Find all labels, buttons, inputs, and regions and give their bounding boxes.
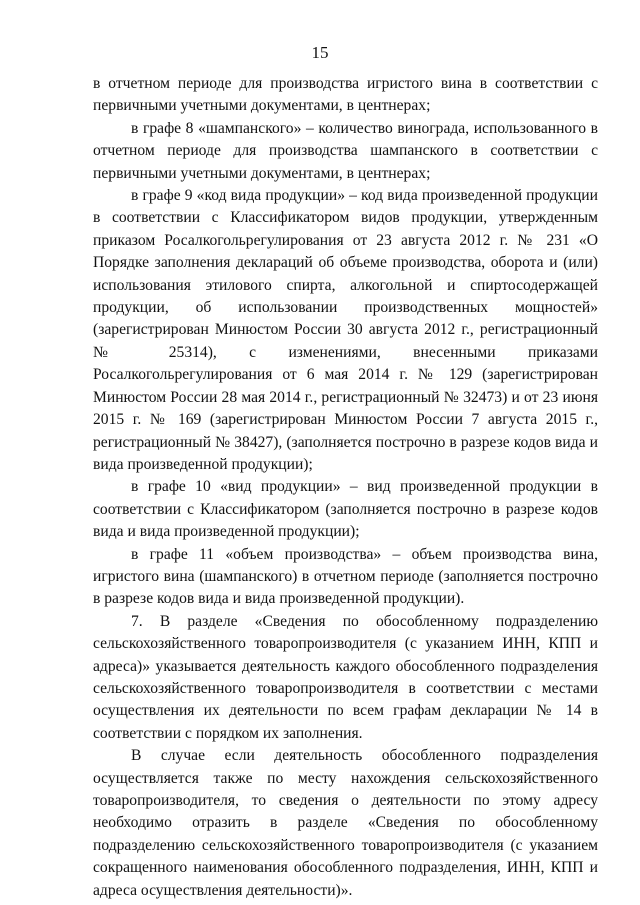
paragraph-continuation: в отчетном периоде для производства игристого вина в соответствии с первичными учетными документами, в центнерах; [93, 75, 598, 115]
paragraph-column-9: в графе 9 «код вида продукции» – код вида произведенной продукции в соответствии с Классификатором видов продукции, утвержденным приказом Росалкогольрегулирования от 23 августа 2012 г. № 231 «О Порядке заполнения деклараций об объеме производства, оборота и (или) использования этилового спирта, алкогольной и спиртосодержащей продукции, об использовании производственных мощностей» (зарегистрирован Минюстом России 30 августа 2012 г., регистрационный № 25314), с изменениями, внесенными приказами Росалкогольрегулирования от 6 мая 2014 г. № 129 (зарегистрирован Минюстом России 28 мая 2014 г., регистрационный № 32473) и от 23 июня 2015 г. № 169 (зарегистрирован Минюстом России 7 августа 2015 г., регистрационный № 38427), (заполняется построчно в разрезе кодов вида и вида произведенной продукции); [93, 187, 598, 473]
paragraph-column-8: в графе 8 «шампанского» – количество винограда, использованного в отчетном периоде для производства шампанского в соответствии с первичными учетными документами, в центнерах; [93, 119, 598, 182]
paragraph-section-7: 7. В разделе «Сведения по обособленному подразделению сельскохозяйственного товаропроизводителя (с указанием ИНН, КПП и адреса)» указывается деятельность каждого обособленного подразделения сельскохозяйственного товаропроизводителя в соответствии с местами осуществления их деятельности по всем графам декларации № 14 в соответствии с порядком их заполнения. [93, 612, 598, 742]
paragraph-separate-unit-case: В случае если деятельность обособленного подразделения осуществляется также по месту нахождения сельскохозяйственного товаропроизводителя, то сведения о деятельности по этому адресу необходимо отразить в разделе «Сведения по обособленному подразделению сельскохозяйственного товаропроизводителя (с указанием сокращенного наименования обособленного подразделения, ИНН, КПП и адреса осуществления деятельности)». [93, 747, 598, 899]
document-body [93, 73, 598, 902]
paragraph-column-10: в графе 10 «вид продукции» – вид произведенной продукции в соответствии с Классификатором (заполняется построчно в разрезе кодов вида и вида произведенной продукции); [93, 478, 598, 541]
page-number: 15 [311, 43, 329, 62]
paragraph-column-11: в графе 11 «объем производства» – объем производства вина, игристого вина (шампанского) в отчетном периоде (заполняется построчно в разрезе кодов вида и вида произведенной продукции). [93, 545, 598, 608]
